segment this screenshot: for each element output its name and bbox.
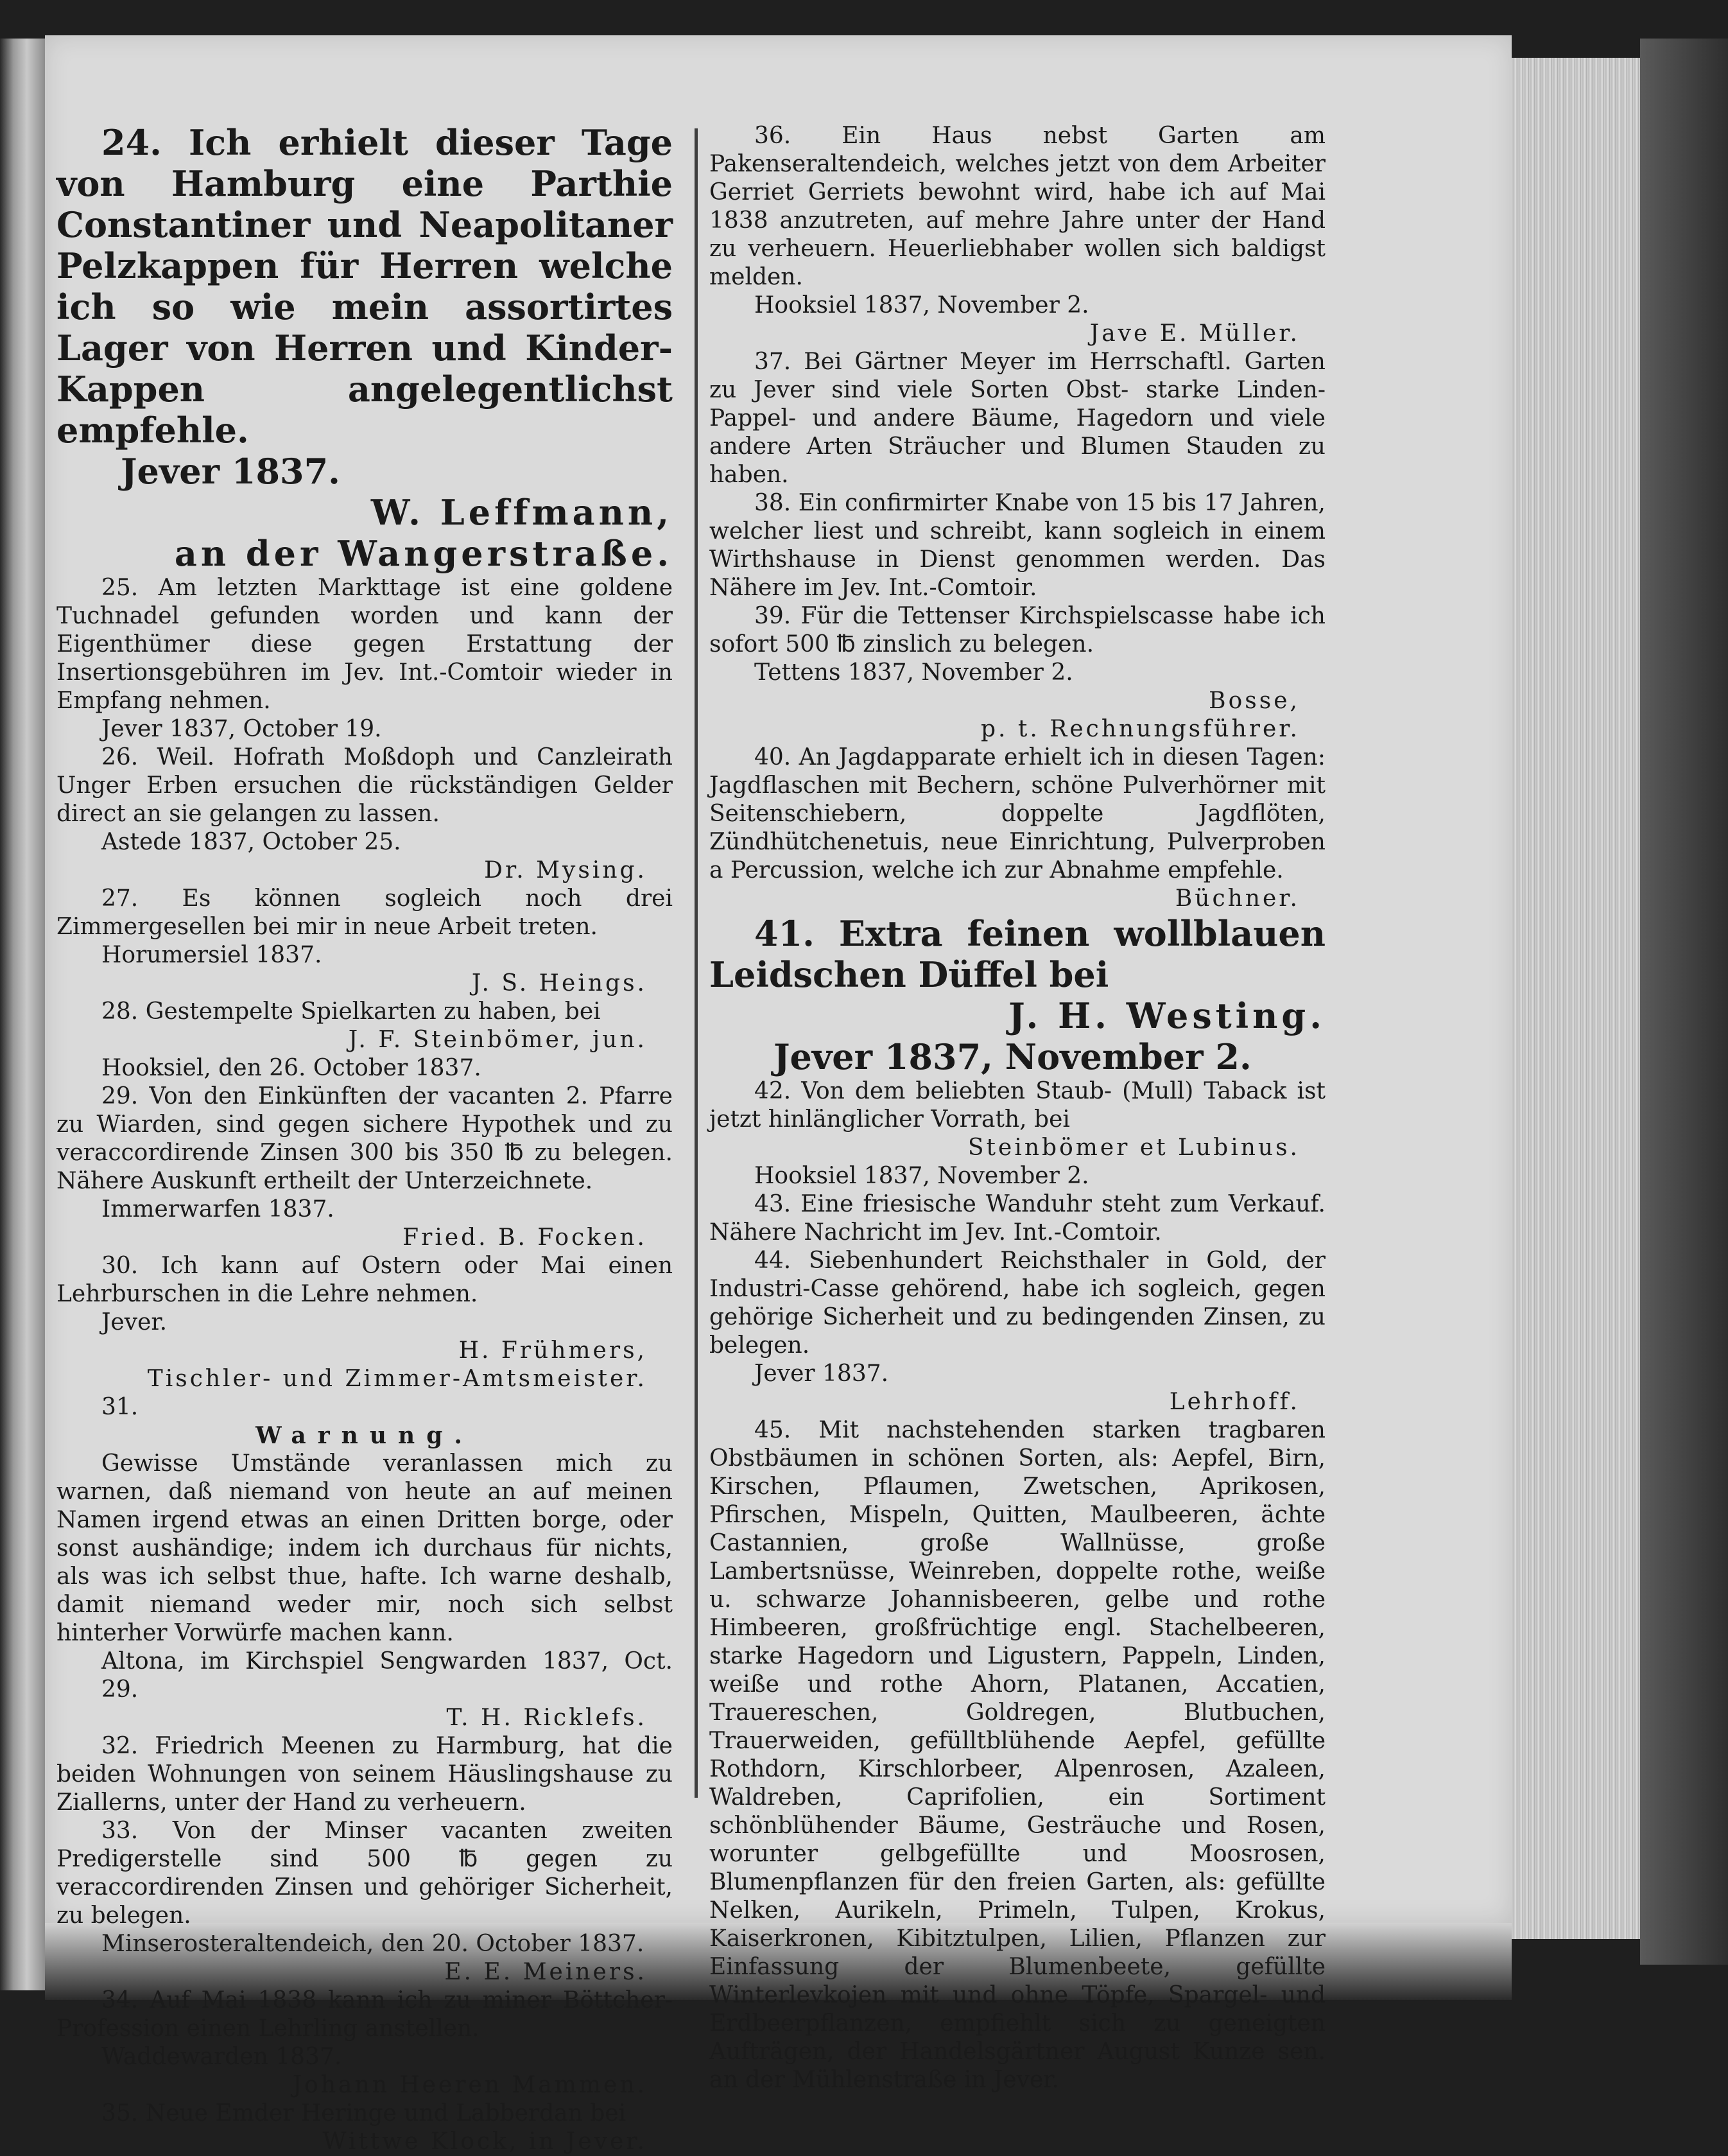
advert-text: 30. Ich kann auf Ostern oder Mai einen Lehrburschen in die Lehre nehmen. — [56, 1253, 673, 1307]
advert-signature: Büchner. — [1175, 885, 1300, 912]
advert-signature: J. H. Westing. — [1008, 995, 1326, 1036]
advert-29 — [56, 1082, 673, 1252]
advert-text: 41. Extra feinen wollblauen Leidschen Düffel bei — [709, 913, 1326, 995]
advert-40 — [709, 743, 1326, 913]
advert-place-date: Hooksiel 1837, November 2. — [754, 292, 1089, 318]
advert-36 — [709, 122, 1326, 348]
advert-37 — [709, 348, 1326, 489]
advert-45 — [709, 1416, 1326, 2094]
advert-38 — [709, 489, 1326, 602]
advert-signature: Steinbömer et Lubinus. — [967, 1135, 1300, 1161]
advert-31 — [56, 1393, 673, 1732]
advert-26 — [56, 743, 673, 885]
advert-signature: Lehrhoff. — [1169, 1389, 1300, 1415]
advert-text: 42. Von dem beliebten Staub- (Mull) Taback ist jetzt hinlänglicher Vorrath, bei — [709, 1078, 1326, 1133]
advert-place-date: Horumersiel 1837. — [101, 942, 322, 968]
advert-number: 31. — [101, 1394, 139, 1420]
advert-text: 37. Bei Gärtner Meyer im Herrschaftl. Garten zu Jever sind viele Sorten Obst- starke Linden- Pappel- und andere Bäume, Hagedorn und viele andere Arten Sträucher und Blumen Stauden zu haben. — [709, 349, 1326, 488]
advert-text: 45. Mit nachstehenden starken tragbaren Obstbäumen in schönen Sorten, als: Aepfel, Birn, Kirschen, Pflaumen, Zwetschen, Aprikosen, Pfirschen, Mispeln, Quitten, Maulbeeren, ächte Castannien, große Wallnüsse, große Lambertsnüsse, Weinreben, doppelte rothe, weiße u. schwarze Johannisbeeren, gelbe und rothe Himbeeren, großfrüchtige engl. Stachelbeeren, starke Hagedorn und Ligustern, Pappeln, Linden, weiße und rothe Ahorn, Platanen, Accatien, Trauereschen, Goldregen, Blutbuchen, Trauerweiden, gefülltblühende Aepfel, gefüllte Rothdorn, Kirschlorbeer, Alpenrosen, Azaleen, Waldreben, Caprifolien, ein Sortiment schönblühender Bäume, Gesträuche und Rosen, worunter gelbgefüllte und Moosrosen, Blumenpflanzen für den freien Garten, als: gefüllte Nelken, Aurikeln, Primeln, Tulpen, Krokus, Kaiserkronen, Kibitztulpen, Lilien, Pflanzen zur Einfassung der Blumenbeete, gefüllte Winterlevkojen mit und ohne Töpfe, Spargel- und Erdbeerpflanzen, empfiehlt sich zu geneigten Aufträgen, der Handelsgärtner August Kunze sen. an der Mühlenstraße in Jever. — [709, 1417, 1326, 2093]
advert-text: 40. An Jagdapparate erhielt ich in diesen Tagen: Jagdflaschen mit Bechern, schöne Pulverhörner mit Seitenschiebern, doppelte Jagdflöten, Zündhütchenetuis, neue Einrichtung, Pulverproben a Percussion, welche ich zur Abnahme empfehle. — [709, 744, 1326, 883]
advert-text: 33. Von der Minser vacanten zweiten Predigerstelle sind 500 ℔ gegen zu veraccordirenden Zinsen und gehöriger Sicherheit, zu belegen. — [56, 1818, 673, 1929]
advert-34 — [56, 1986, 673, 2099]
advert-text: 27. Es können sogleich noch drei Zimmergesellen bei mir in neue Arbeit treten. — [56, 885, 673, 940]
advert-signature: T. H. Ricklefs. — [446, 1705, 647, 1731]
advert-signature: E. E. Meiners. — [444, 1959, 647, 1985]
left-page-edge — [0, 39, 45, 1990]
advert-signature-line2: an der Wangerstraße. — [174, 533, 673, 574]
advert-place-date: Jever 1837, November 2. — [773, 1036, 1252, 1077]
advert-text: 26. Weil. Hofrath Moßdoph und Canzleirath Unger Erben ersuchen die rückständigen Gelder direct an sie gelangen zu lassen. — [56, 744, 673, 827]
advert-text: 38. Ein confirmirter Knabe von 15 bis 17 Jahren, welcher liest und schreibt, kann sogleich in einem Wirthshause in Dienst genommen werden. Das Nähere im Jev. Int.-Comtoir. — [709, 490, 1326, 601]
advert-signature: Jave E. Müller. — [1089, 320, 1300, 347]
advert-signature: J. F. Steinbömer, jun. — [348, 1027, 647, 1053]
advert-signature: W. Leffmann, — [370, 492, 673, 533]
advert-text: 24. Ich erhielt dieser Tage von Hamburg eine Parthie Constantiner und Neapolitaner Pelzkappen für Herren welche ich so wie mein assortirtes Lager von Herren und Kinder-Kappen angelegentlichst empfehle. — [56, 122, 673, 451]
advert-39 — [709, 602, 1326, 743]
advert-place-date: Hooksiel 1837, November 2. — [754, 1163, 1089, 1189]
advert-text: 43. Eine friesische Wanduhr steht zum Verkauf. Nähere Nachricht im Jev. Int.-Comtoir. — [709, 1191, 1326, 1246]
advert-place-date: Tettens 1837, November 2. — [754, 659, 1073, 686]
advert-text: Gewisse Umstände veranlassen mich zu warnen, daß niemand von heute an auf meinen Namen irgend etwas an einen Dritten borge, oder sonst aushändige; indem ich durchaus für nichts, als was ich selbst thue, hafte. Ich warne deshalb, damit niemand weder mir, noch sich selbst hinterher Vorwürfe machen kann. — [56, 1450, 673, 1646]
advert-28 — [56, 998, 673, 1082]
warning-heading: Warnung. — [255, 1422, 474, 1449]
advert-text: 44. Siebenhundert Reichsthaler in Gold, der Industri-Casse gehörend, habe ich sogleich, gegen gehörige Sicherheit und zu bedingenden Zinsen, zu belegen. — [709, 1248, 1326, 1359]
advert-place-date: Jever 1837. — [121, 451, 340, 492]
advert-text: 34. Auf Mai 1838 kann ich zu miner Böttcher-Profession einen Lehrling anstellen. — [56, 1987, 673, 2042]
advert-place-date: Altona, im Kirchspiel Sengwarden 1837, Oct. 29. — [101, 1648, 673, 1703]
advert-signature: Wittwe Klock, in Jever. — [322, 2128, 647, 2155]
advert-27 — [56, 885, 673, 998]
advert-33 — [56, 1817, 673, 1986]
advert-place-date: Waddewarden 1837. — [101, 2044, 342, 2070]
page-stack-edges — [1512, 58, 1640, 1939]
advert-place-date: Jever 1837. — [754, 1361, 889, 1387]
advert-signature: Bosse, — [1209, 688, 1300, 714]
advert-35 — [56, 2099, 673, 2156]
advert-text: 39. Für die Tettenser Kirchspielscasse habe ich sofort 500 ℔ zinslich zu belegen. — [709, 603, 1326, 657]
advert-place-date: Astede 1837, October 25. — [101, 829, 401, 855]
advert-signature: Johann Heeren Mammen. — [292, 2072, 647, 2098]
advert-place-date: Immerwarfen 1837. — [101, 1196, 334, 1222]
column-rule — [695, 128, 698, 1798]
advert-text: 25. Am letzten Markttage ist eine goldene Tuchnadel gefunden worden und kann der Eigenthümer diese gegen Erstattung der Insertionsgebühren im Jev. Int.-Comtoir wieder in Empfang nehmen. — [56, 575, 673, 714]
advert-text: 32. Friedrich Meenen zu Harmburg, hat die beiden Wohnungen von seinem Häuslingshause zu Ziallerns, unter der Hand zu verheuern. — [56, 1733, 673, 1816]
advert-32 — [56, 1732, 673, 1817]
advert-signature-line2: p. t. Rechnungsführer. — [980, 716, 1300, 742]
right-column — [709, 122, 1326, 2094]
advert-text: 35. Neue Emder Heringe und Labberdan bei — [101, 2100, 626, 2126]
advert-41 — [709, 913, 1326, 1077]
advert-signature: H. Frühmers, — [458, 1337, 647, 1364]
advert-signature: Dr. Mysing. — [484, 857, 647, 883]
advert-signature: J. S. Heings. — [471, 970, 647, 996]
advert-text: 36. Ein Haus nebst Garten am Pakenseraltendeich, welches jetzt von dem Arbeiter Gerriet Gerriets bewohnt wird, habe ich auf Mai 1838 anzutreten, auf mehre Jahre unter der Hand zu verheuern. Heuerliebhaber wollen sich baldigst melden. — [709, 123, 1326, 290]
advert-44 — [709, 1247, 1326, 1416]
book-cover — [1640, 39, 1728, 1965]
advert-30 — [56, 1252, 673, 1393]
advert-24 — [56, 122, 673, 574]
advert-42 — [709, 1077, 1326, 1190]
advert-text: 28. Gestempelte Spielkarten zu haben, bei — [101, 998, 601, 1025]
advert-signature: Fried. B. Focken. — [402, 1224, 647, 1251]
left-column — [56, 122, 673, 2156]
advert-place-date: Jever 1837, October 19. — [101, 716, 382, 742]
advert-signature-line2: Tischler- und Zimmer-Amtsmeister. — [147, 1366, 647, 1392]
advert-place-date: Hooksiel, den 26. October 1837. — [101, 1055, 481, 1081]
advert-text: 29. Von den Einkünften der vacanten 2. Pfarre zu Wiarden, sind gegen sichere Hypothek und zu veraccordirende Zinsen 300 bis 350 ℔ zu belegen. Nähere Auskunft ertheilt der Unterzeichnete. — [56, 1083, 673, 1194]
advert-place-date: Jever. — [101, 1309, 168, 1335]
advert-place-date: Minserosteraltendeich, den 20. October 1837. — [101, 1931, 644, 1957]
advert-25 — [56, 574, 673, 743]
advert-43 — [709, 1190, 1326, 1247]
